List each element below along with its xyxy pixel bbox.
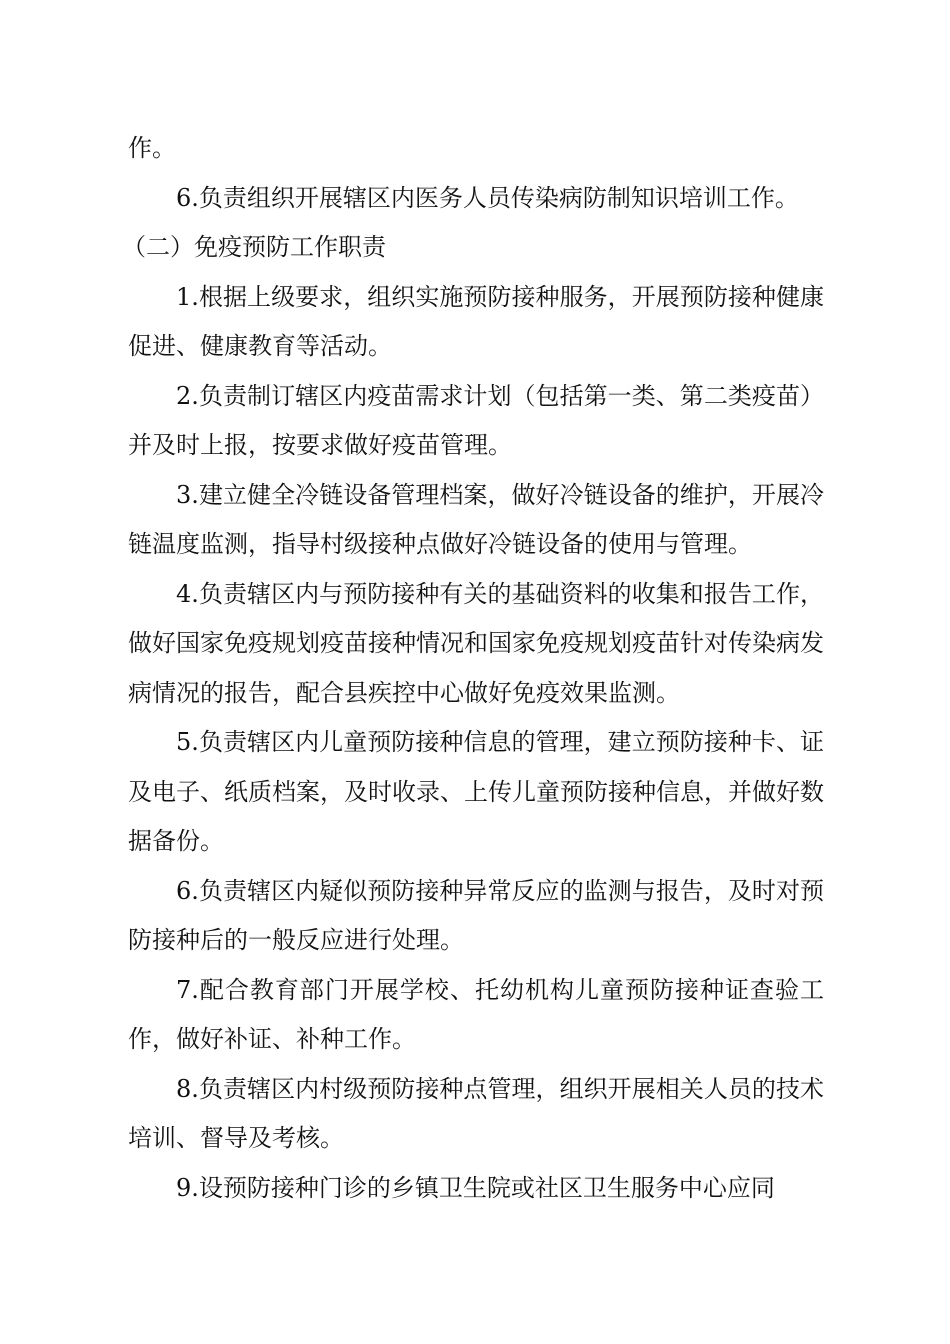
paragraph-item-8: 8.负责辖区内村级预防接种点管理，组织开展相关人员的技术培训、督导及考核。 [128, 1074, 824, 1152]
paragraph-item-9: 9.设预防接种门诊的乡镇卫生院或社区卫生服务中心应同 [176, 1173, 775, 1202]
paragraph-item-1: 1.根据上级要求，组织实施预防接种服务，开展预防接种健康促进、健康教育等活动。 [128, 282, 824, 360]
paragraph-continuation: 作。 [128, 134, 176, 162]
section-heading-immunization: （二）免疫预防工作职责 [122, 233, 386, 261]
paragraph-item-6: 6.负责辖区内疑似预防接种异常反应的监测与报告，及时对预防接种后的一般反应进行处理。 [128, 876, 824, 954]
paragraph-item-4: 4.负责辖区内与预防接种有关的基础资料的收集和报告工作，做好国家免疫规划疫苗接种情况和国家免疫规划疫苗针对传染病发病情况的报告，配合县疾控中心做好免疫效果监测。 [128, 579, 824, 707]
paragraph-item-6-training: 6.负责组织开展辖区内医务人员传染病防制知识培训工作。 [176, 183, 799, 212]
document-body [122, 124, 824, 1213]
paragraph-item-3: 3.建立健全冷链设备管理档案，做好冷链设备的维护，开展冷链温度监测，指导村级接种点做好冷链设备的使用与管理。 [128, 480, 824, 558]
paragraph-item-7: 7.配合教育部门开展学校、托幼机构儿童预防接种证查验工作，做好补证、补种工作。 [128, 975, 824, 1053]
paragraph-item-5: 5.负责辖区内儿童预防接种信息的管理，建立预防接种卡、证及电子、纸质档案，及时收录、上传儿童预防接种信息，并做好数据备份。 [128, 728, 824, 855]
paragraph-item-2: 2.负责制订辖区内疫苗需求计划（包括第一类、第二类疫苗）并及时上报，按要求做好疫苗管理。 [128, 381, 824, 459]
